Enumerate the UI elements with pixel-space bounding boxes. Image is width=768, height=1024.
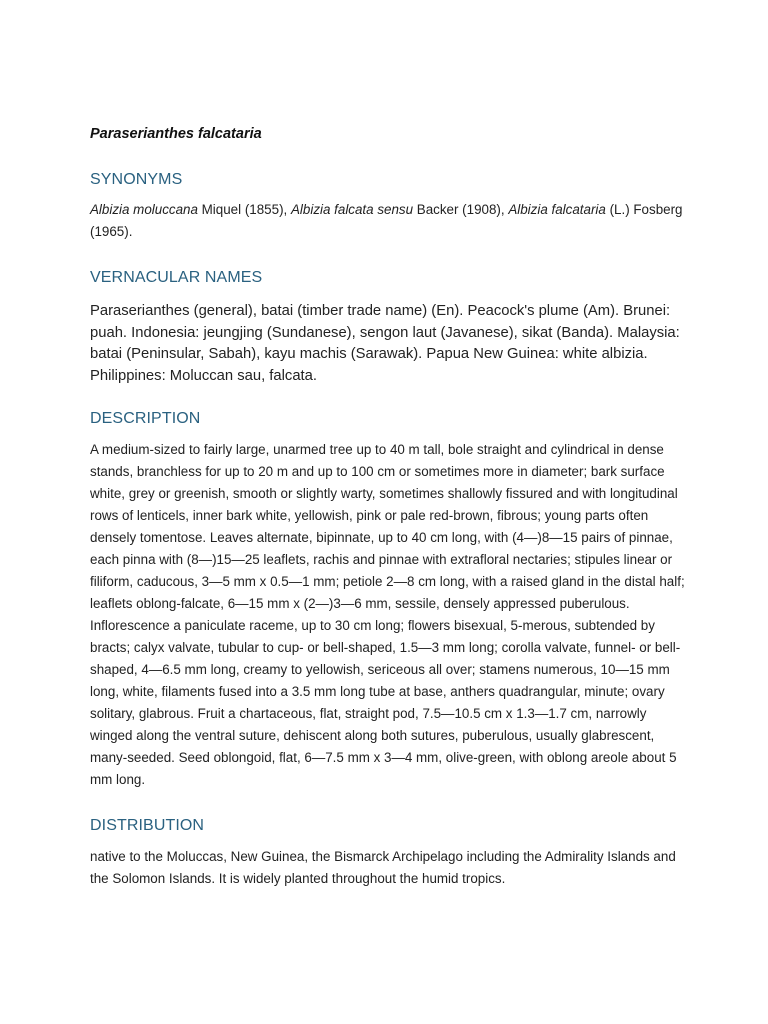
document-page bbox=[90, 124, 690, 890]
synonyms-heading: SYNONYMS bbox=[90, 171, 183, 188]
synonyms-text bbox=[90, 199, 690, 243]
vernacular-names-heading: VERNACULAR NAMES bbox=[90, 269, 263, 286]
description-heading: DESCRIPTION bbox=[90, 410, 201, 427]
distribution-heading: DISTRIBUTION bbox=[90, 817, 205, 834]
description-text: A medium-sized to fairly large, unarmed tree up to 40 m tall, bole straight and cylindrical in dense stands, branchless for up to 20 m and up to 100 cm or sometimes more in diameter; bark surface white, grey or greenish, smooth or slightly warty, sometimes shallowly fissured and with longitudinal rows of lenticels, inner bark white, yellowish, pink or pale red-brown, fibrous; young parts often densely tomentose. Leaves alternate, bipinnate, up to 40 cm long, with (4—)8—15 pairs of pinnae, each pinna with (8—)15—25 leaflets, rachis and pinnae with extrafloral nectaries; stipules linear or filiform, caducous, 3—5 mm x 0.5—1 mm; petiole 2—8 cm long, with a raised gland in the distal half; leaflets oblong-falcate, 6—15 mm x (2—)3—6 mm, sessile, densely appressed puberulous. Inflorescence a paniculate raceme, up to 30 cm long; flowers bisexual, 5-merous, subtended by bracts; calyx valvate, tubular to cup- or bell-shaped, 1.5—3 mm long; corolla valvate, funnel- or bell-shaped, 4—6.5 mm long, creamy to yellowish, sericeous all over; stamens numerous, 10—15 mm long, white, filaments fused into a 3.5 mm long tube at base, anthers quadrangular, minute; ovary solitary, glabrous. Fruit a chartaceous, flat, straight pod, 7.5—10.5 cm x 1.3—1.7 cm, narrowly winged along the ventral suture, dehiscent along both sutures, puberulous, usually glabrescent, many-seeded. Seed oblongoid, flat, 6—7.5 mm x 3—4 mm, olive-green, with oblong areole about 5 mm long. bbox=[90, 442, 685, 787]
synonym-name: Albizia moluccana bbox=[90, 202, 198, 217]
distribution-text: native to the Moluccas, New Guinea, the Bismarck Archipelago including the Admirality Islands and the Solomon Islands. It is widely planted throughout the humid tropics. bbox=[90, 849, 676, 886]
synonym-author: (L.) Fosberg (1965). bbox=[90, 202, 683, 239]
synonym-name: Albizia falcataria bbox=[508, 202, 606, 217]
synonym-name: Albizia falcata sensu bbox=[290, 202, 414, 217]
synonym-author: Backer (1908), bbox=[413, 202, 509, 217]
species-title: Paraserianthes falcataria bbox=[90, 126, 262, 142]
synonym-author: Miquel (1855), bbox=[197, 202, 291, 217]
vernacular-names-text: Paraserianthes (general), batai (timber trade name) (En). Peacock's plume (Am). Brunei: puah. Indonesia: jeungjing (Sundanese), sengon laut (Javanese), sikat (Banda). Malaysia: batai (Peninsular, Sabah), kayu machis (Sarawak). Papua New Guinea: white albizia. Philippines: Moluccan sau, falcata. bbox=[90, 303, 680, 384]
